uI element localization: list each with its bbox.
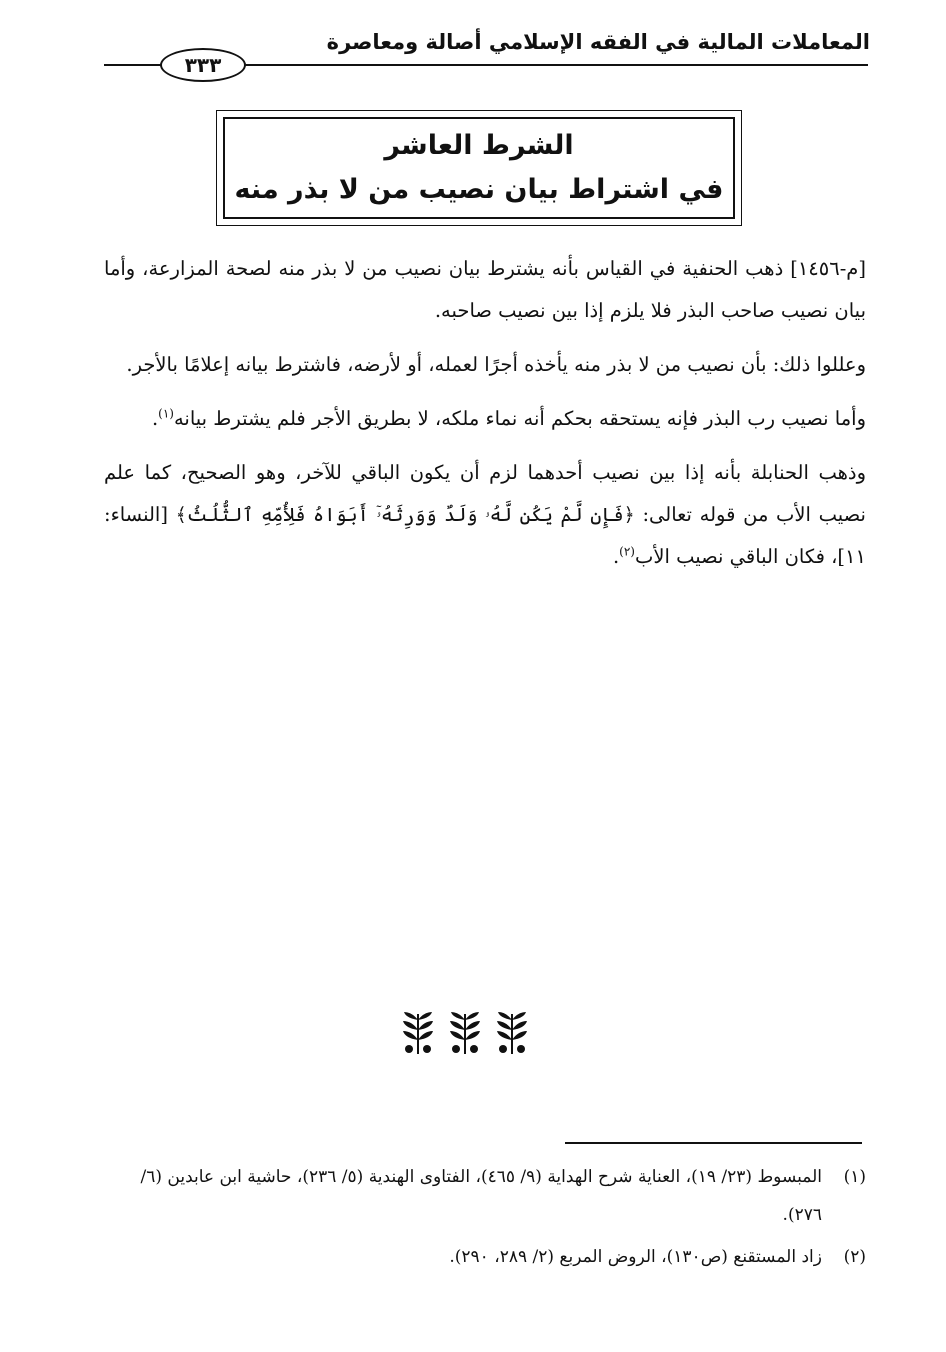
paragraph-2: وعللوا ذلك: بأن نصيب من لا بذر منه يأخذه أجرًا لعمله، أو لأرضه، فاشترط بيانه إعلامًا بالأجر. <box>126 353 866 376</box>
paragraph-3 <box>104 398 866 440</box>
verse-citation: [النساء: ١١]، فكان الباقي نصيب الأب <box>104 503 866 568</box>
running-header-title: المعاملات المالية في الفقه الإسلامي أصالة ومعاصرة <box>326 30 870 54</box>
footnote-text: المبسوط (٢٣/ ١٩)، العناية شرح الهداية (٩/ ٤٦٥)، الفتاوى الهندية (٥/ ٢٣٦)، حاشية ابن عابدين (٦/ ٢٧٦). <box>140 1167 822 1225</box>
footnote-ref-2: (٢) <box>619 544 635 559</box>
floral-ornament-icon <box>447 1010 483 1056</box>
section-title-inner-frame <box>223 117 735 219</box>
body-text <box>104 248 866 590</box>
section-end-ornament <box>400 1010 530 1056</box>
footnote-2 <box>104 1238 866 1276</box>
footnote-text: زاد المستقنع (ص١٣٠)، الروض المربع (٢/ ٢٨٩، ٢٩٠). <box>449 1247 822 1267</box>
paragraph-4 <box>104 452 866 578</box>
paragraph-1: [م-١٤٥٦] ذهب الحنفية في القياس بأنه يشترط بيان نصيب من لا بذر منه لصحة المزارعة، وأما بيان نصيب صاحب البذر فلا يلزم إذا بين نصيب صاحبه. <box>104 257 866 322</box>
paragraph-4-text: وذهب الحنابلة بأنه إذا بين نصيب أحدهما لزم أن يكون الباقي للآخر، وهو الصحيح، كما علم نصيب الأب من قوله تعالى: <box>104 461 866 526</box>
footnote-number: (١) <box>843 1167 866 1187</box>
quran-verse: ﴿فَإِن لَّمْ يَكُن لَّهُۥ وَلَدٌ وَوَرِثَهُۥٓ أَبَوَاهُ فَلِأُمِّهِ ٱلثُّلُثُ﴾ <box>175 504 635 526</box>
footnote-ref-1: (١) <box>158 406 174 421</box>
floral-ornament-icon <box>494 1010 530 1056</box>
floral-ornament-icon <box>400 1010 436 1056</box>
footnotes <box>104 1158 866 1280</box>
page-number: ٣٣٣ <box>160 48 246 82</box>
footnote-number: (٢) <box>843 1247 866 1267</box>
paragraph-3-end: . <box>151 407 159 430</box>
section-subtitle: في اشتراط بيان نصيب من لا بذر منه <box>234 174 724 205</box>
section-title-box <box>216 110 742 226</box>
footnote-separator <box>565 1142 862 1144</box>
section-title: الشرط العاشر <box>384 130 574 161</box>
footnote-1 <box>104 1158 866 1234</box>
paragraph-3-text: وأما نصيب رب البذر فإنه يستحقه بحكم أنه نماء ملكه، لا بطريق الأجر فلم يشترط بيانه <box>173 407 866 430</box>
paragraph-4-end: . <box>612 545 620 568</box>
